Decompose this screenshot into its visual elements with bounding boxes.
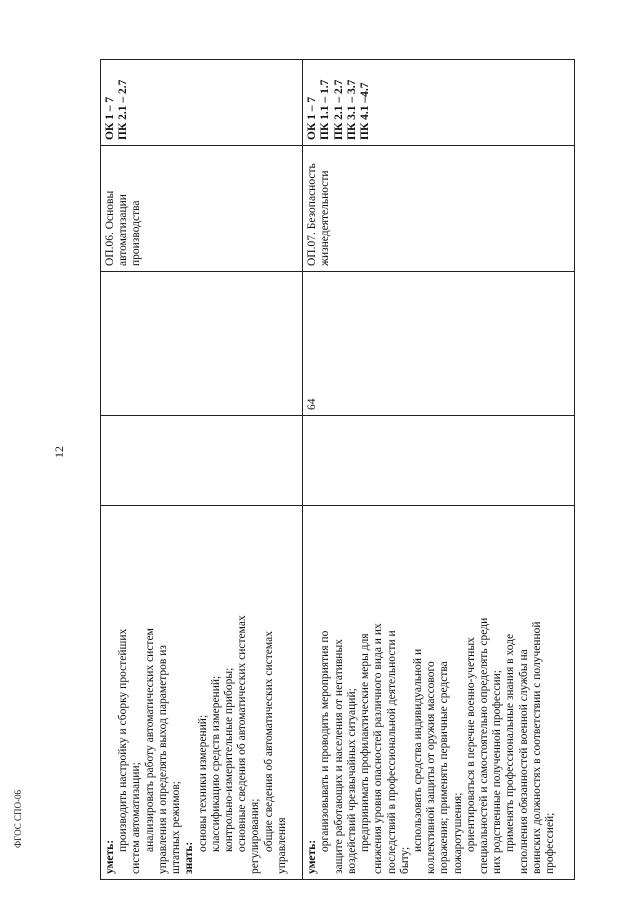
hours-cell: 64 (303, 272, 575, 416)
requirement-line: пожаротушения; (451, 792, 464, 874)
requirement-line: применять профессиональные знания в ходе (504, 633, 517, 852)
requirement-line: предпринимать профилактические меры для (359, 633, 372, 852)
discipline-cell: ОП.06. Основы автоматизации производства (101, 146, 303, 272)
competencies-cell (101, 60, 303, 146)
requirement-line: воинских должностях в соответствии с полученной (530, 621, 543, 874)
section-heading: знать: (183, 841, 196, 874)
requirement-line: последствий в профессиональной деятельности и (385, 630, 398, 874)
empty-cell (303, 416, 575, 506)
requirement-line: них родственные полученной профессии; (491, 670, 504, 874)
competence-table (100, 59, 575, 880)
hours-cell (101, 272, 303, 416)
requirement-line: коллективной защиты от оружия массового (425, 661, 438, 874)
table-row (303, 60, 575, 880)
competency-code: ПК 1.1 – 1.7 (319, 79, 332, 140)
discipline-cell: ОП.07. Безопасность жизнедеятельности (303, 146, 575, 272)
requirement-line: ориентироваться в перечне военно-учетных (464, 637, 477, 852)
competency-code: ПК 3.1 – 3.7 (345, 79, 358, 140)
requirement-line: использовать средства индивидуальной и (411, 648, 424, 852)
requirement-line: специальностей и самостоятельно определять среди (478, 617, 491, 874)
requirement-line: классификацию средств измерений; (209, 675, 222, 852)
requirement-line: исполнения обязанностей военной службы на (517, 649, 530, 874)
requirement-line: регулирования; (249, 798, 262, 874)
requirement-line: систем автоматизации; (130, 762, 143, 874)
competency-code: ПК 2.1 – 2.7 (117, 79, 130, 140)
requirement-line: основы техники измерений; (196, 714, 209, 852)
empty-cell (101, 416, 303, 506)
requirement-line: снижения уровня опасностей различного вида и их (372, 623, 385, 874)
section-heading: уметь: (306, 839, 319, 874)
requirement-line: общие сведения об автоматических системах (262, 631, 275, 852)
requirement-line: анализировать работу автоматических систем (143, 628, 156, 852)
requirement-line: поражения; применять первичные средства (438, 661, 451, 874)
competency-code: ОК 1 – 7 (306, 96, 319, 140)
table-row (101, 60, 303, 880)
rotated-sheet (100, 60, 575, 880)
requirement-line: управления (275, 817, 288, 874)
competency-code: ПК 2.1 – 2.7 (332, 79, 345, 140)
requirement-line: воздействий чрезвычайных ситуаций; (345, 688, 358, 874)
requirement-line: управления и определять выход параметров из (156, 645, 169, 874)
requirements-cell (101, 506, 303, 880)
competency-code: ОК 1 – 7 (104, 96, 116, 140)
requirement-line: быту; (398, 846, 411, 874)
competency-code: ПК 4.1 –4.7 (359, 82, 372, 140)
requirement-line: защите работающих и населения от негативных (332, 639, 345, 874)
page-number: 12 (52, 446, 66, 458)
requirement-line: организовывать и проводить мероприятия по (319, 630, 332, 852)
footer-label: ФГОС СПО-06 (13, 790, 23, 848)
section-heading: уметь: (104, 839, 116, 874)
requirement-line: основные сведения об автоматических системах (236, 615, 249, 852)
competencies-cell (303, 60, 575, 146)
requirement-line: штатных режимов; (170, 781, 183, 874)
requirements-cell (303, 506, 575, 880)
requirement-line: производить настройку и сборку простейших (117, 628, 130, 852)
requirement-line: профессией; (544, 812, 557, 874)
requirement-line: контрольно-измерительные приборы; (222, 667, 235, 852)
